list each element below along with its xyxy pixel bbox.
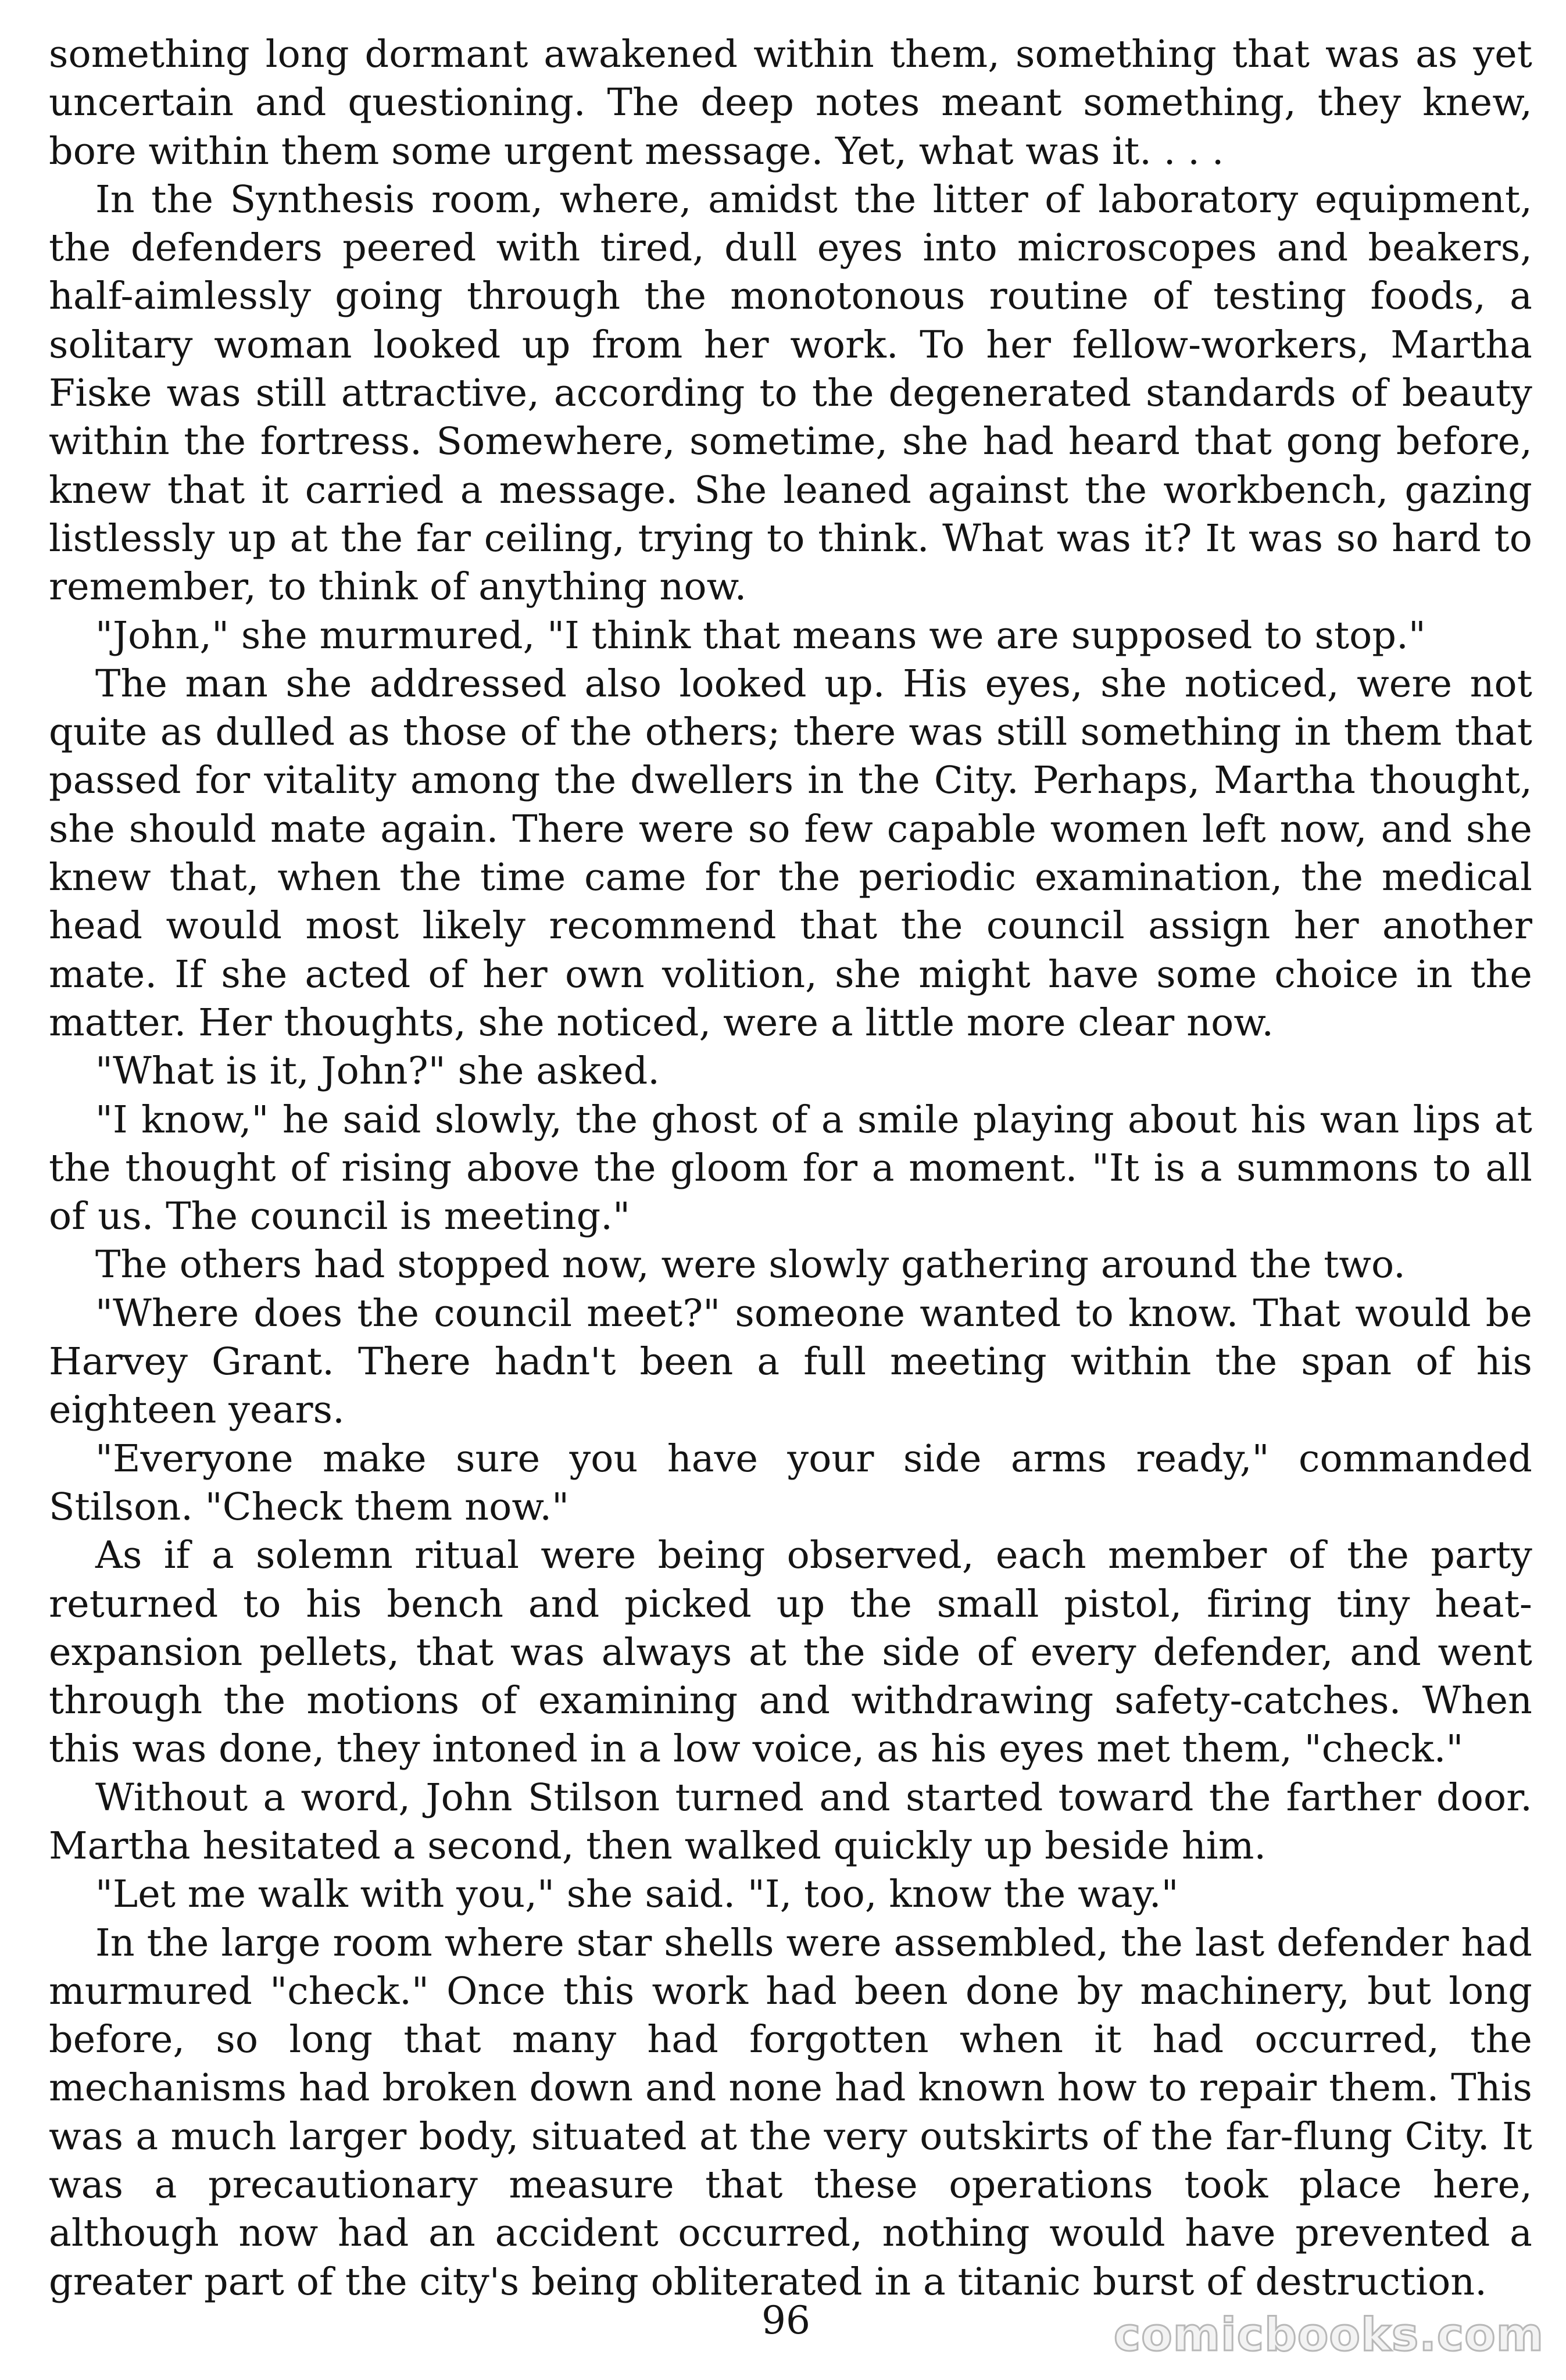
watermark-logo: comicbooks.com xyxy=(1113,2309,1544,2361)
paragraph-john-stop: "John," she murmured, "I think that means we are supposed to stop." xyxy=(95,613,1426,657)
paragraph-man-addressed: The man she addressed also looked up. His eyes, she noticed, were not quite as dulled as those of the others; there was still something in them that passed for vitality among the dwellers in the City. Perhaps, Martha thought, she should mate again. There were so few capable women left now, and she knew that, when the time came for the periodic examination, the medical head would most likely recommend that the council assign her another mate. If she acted of her own volition, she might have some choice in the matter. Her thoughts, she noticed, were a little more clear now. xyxy=(49,662,1532,1045)
paragraph-council-meet: "Where does the council meet?" someone wanted to know. That would be Harvey Grant. There hadn't been a full meeting within the span of his eighteen years. xyxy=(49,1291,1532,1432)
paragraph-side-arms: "Everyone make sure you have your side arms ready," commanded Stilson. "Check them now." xyxy=(49,1436,1532,1529)
paragraph-synthesis-room: In the Synthesis room, where, amidst the litter of laboratory equipment, the defenders peered with tired, dull eyes into microscopes and beakers, half-aimlessly going through the monotonous routine of testing foods, a solitary woman looked up from her work. To her fellow-workers, Martha Fiske was still attractive, according to the degenerated standards of beauty within the fortress. Somewhere, sometime, she had heard that gong before, knew that it carried a message. She leaned against the workbench, gazing listlessly up at the far ceiling, trying to think. What was it? It was so hard to remember, to think of anything now. xyxy=(49,177,1532,609)
paragraph-ritual: As if a solemn ritual were being observed, each member of the party returned to his bench and picked up the small pistol, firing tiny heat-expansion pellets, that was always at the side of every defender, and went through the motions of examining and withdrawing safety-catches. When this was done, they intoned in a low voice, as his eyes met them, "check." xyxy=(49,1534,1532,1771)
paragraph-summons: "I know," he said slowly, the ghost of a smile playing about his wan lips at the thought of rising above the gloom for a moment. "It is a summons to all of us. The council is meeting." xyxy=(49,1098,1532,1239)
paragraph-farther-door: Without a word, John Stilson turned and started toward the farther door. Martha hesitated a second, then walked quickly up beside him. xyxy=(49,1775,1532,1868)
paragraph-walk-with-you: "Let me walk with you," she said. "I, too, know the way." xyxy=(95,1872,1179,1917)
paragraph-others-gathering: The others had stopped now, were slowly gathering around the two. xyxy=(95,1243,1406,1287)
paragraph-star-shells: In the large room where star shells were assembled, the last defender had murmured "check." Once this work had been done by machinery, but long before, so long that many had forgotten when it had occurred, the mechanisms had broken down and none had known how to repair them. This was a much larger body, situated at the very outskirts of the far-flung City. It was a precautionary measure that these operations took place here, although now had an accident occurred, nothing would have prevented a greater part of the city's being obliterated in a titanic burst of destruction. xyxy=(49,1921,1532,2304)
body-text xyxy=(49,30,1532,2306)
paragraph-continued: something long dormant awakened within them, something that was as yet uncertain and questioning. The deep notes meant something, they knew, bore within them some urgent message. Yet, what was it. . . . xyxy=(49,33,1532,173)
page-number: 96 xyxy=(761,2298,810,2343)
paragraph-what-is-it: "What is it, John?" she asked. xyxy=(95,1049,660,1093)
